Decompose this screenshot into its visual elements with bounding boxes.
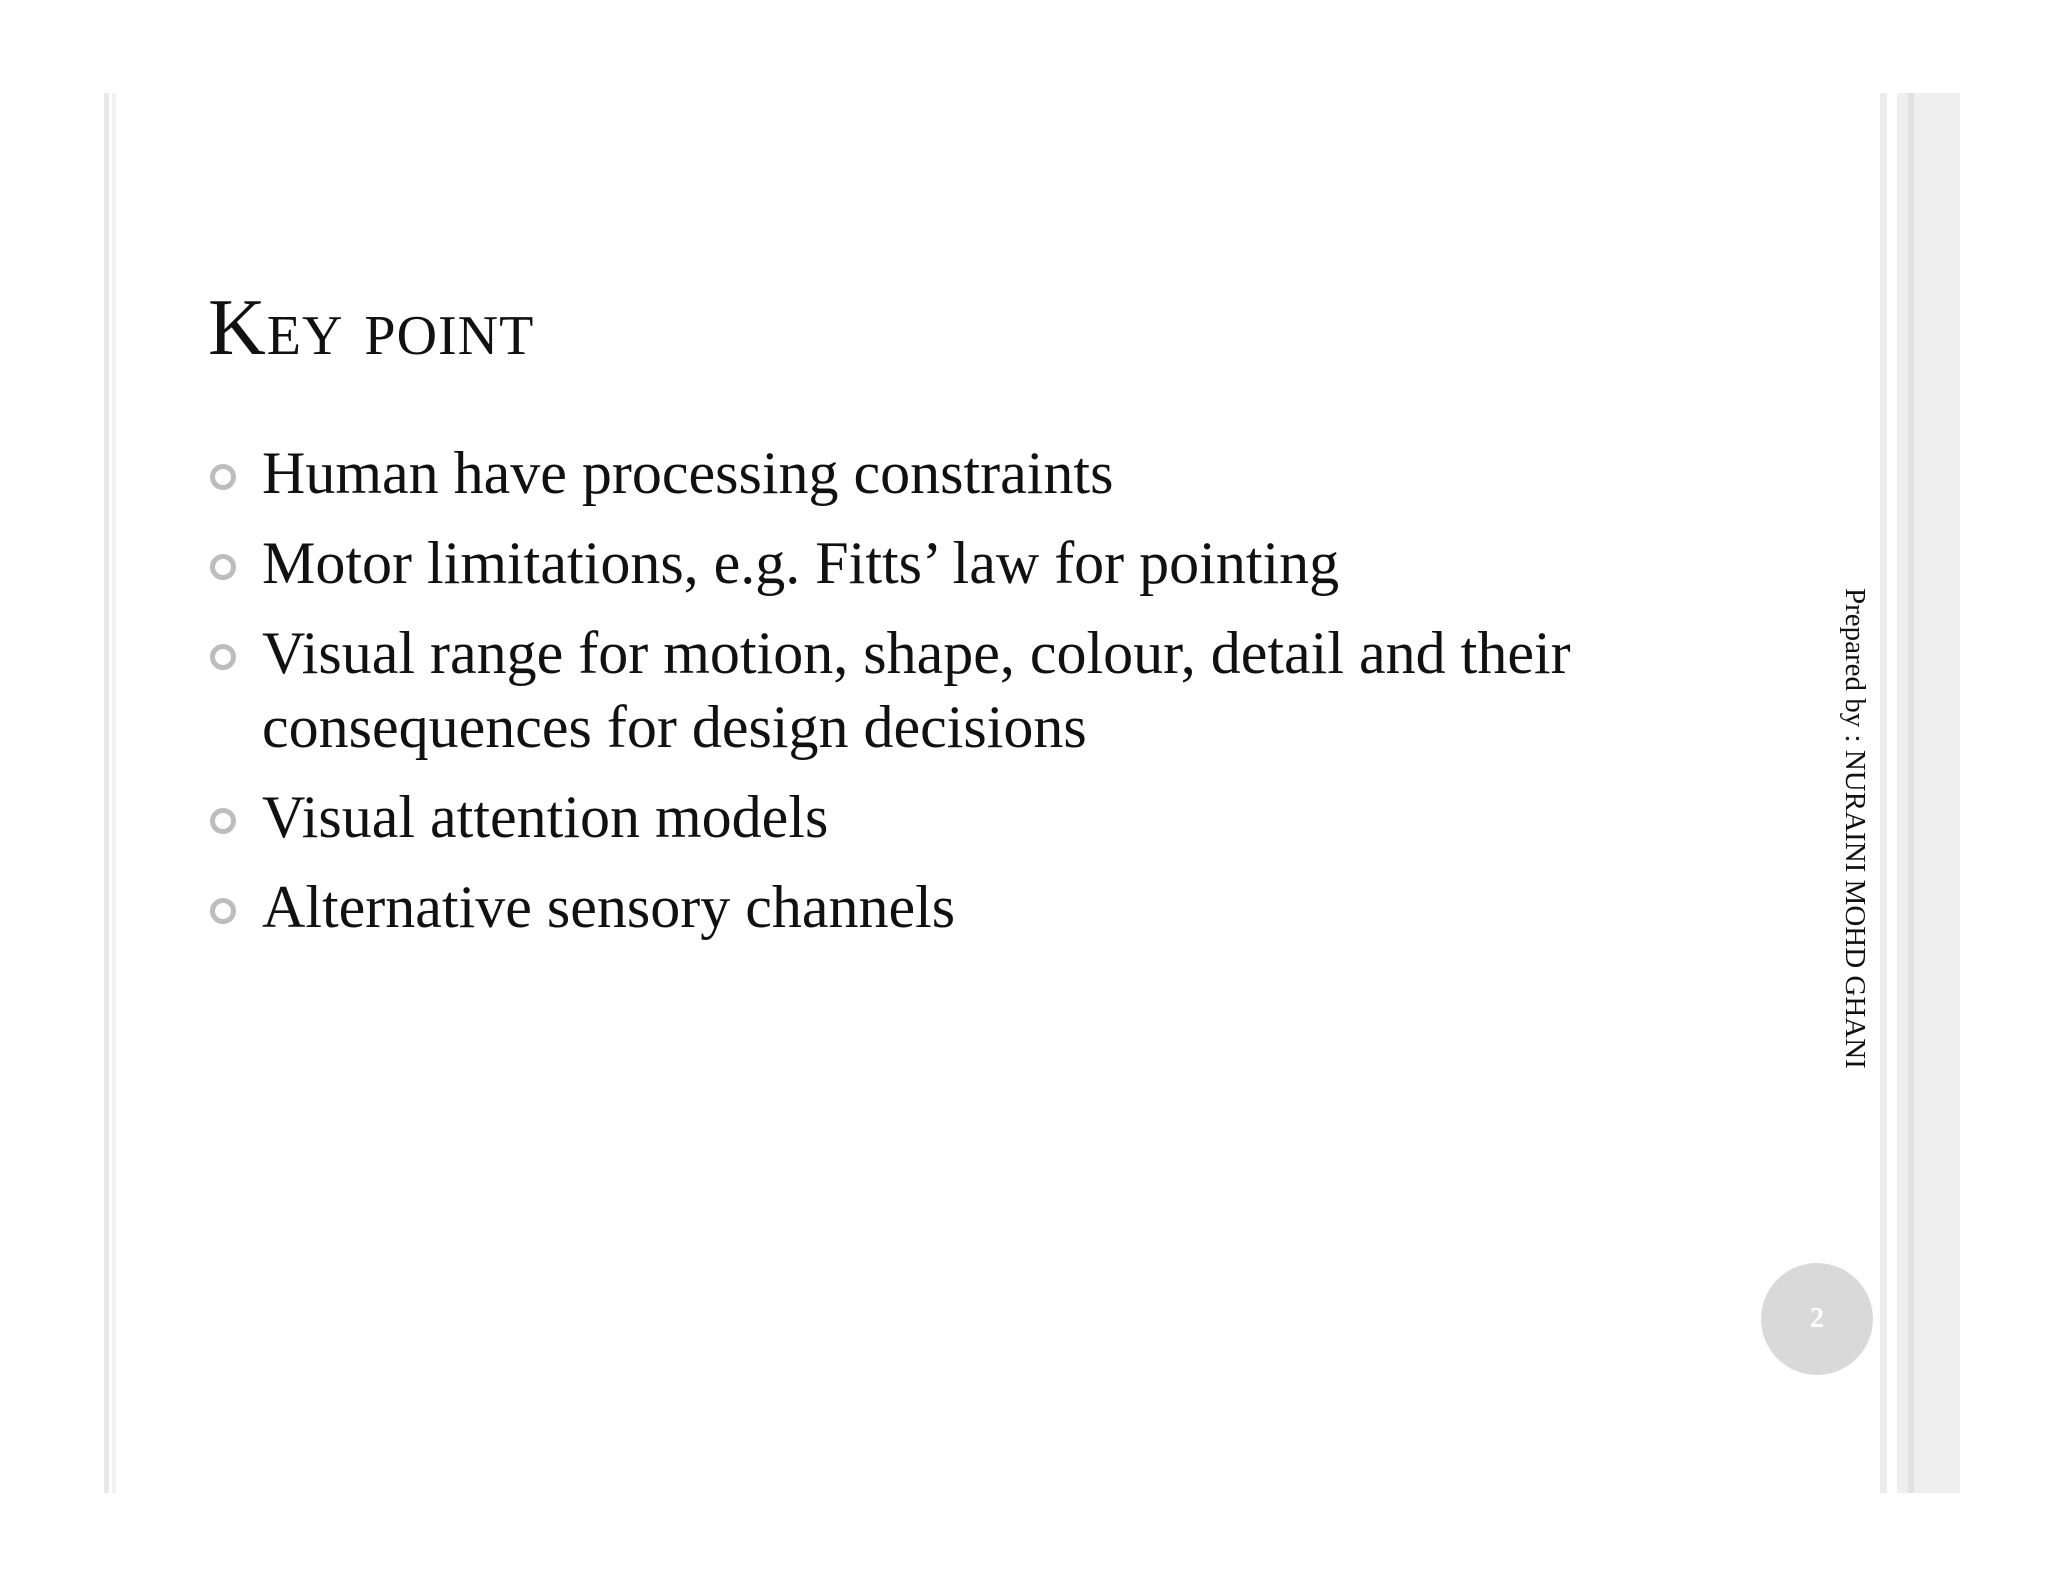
right-decorative-band-inner <box>1908 93 1914 1493</box>
bullet-text: Alternative sensory channels <box>262 874 956 940</box>
hollow-circle-icon <box>210 554 236 580</box>
right-decorative-rule <box>1880 93 1887 1493</box>
page-number-badge: 2 <box>1761 1263 1873 1375</box>
hollow-circle-icon <box>210 464 236 490</box>
left-decorative-rule-inner <box>112 93 116 1493</box>
footer-author: Prepared by : NURAINI MOHD GHANI <box>1839 588 1871 1069</box>
bullet-text: Visual range for motion, shape, colour, detail and their consequences for design decisions <box>262 620 1571 760</box>
hollow-circle-icon <box>210 898 236 924</box>
list-item <box>208 780 1728 854</box>
left-decorative-rule <box>104 93 109 1493</box>
hollow-circle-icon <box>210 808 236 834</box>
list-item <box>208 870 1728 944</box>
bullet-text: Human have processing constraints <box>262 440 1114 506</box>
bullet-text: Motor limitations, e.g. Fitts’ law for pointing <box>262 530 1340 596</box>
hollow-circle-icon <box>210 644 236 670</box>
slide-title: Key point <box>208 284 535 372</box>
list-item <box>208 436 1728 510</box>
bullet-list <box>208 436 1728 960</box>
list-item <box>208 616 1728 764</box>
right-decorative-band <box>1897 93 1960 1493</box>
list-item <box>208 526 1728 600</box>
bullet-text: Visual attention models <box>262 784 829 850</box>
